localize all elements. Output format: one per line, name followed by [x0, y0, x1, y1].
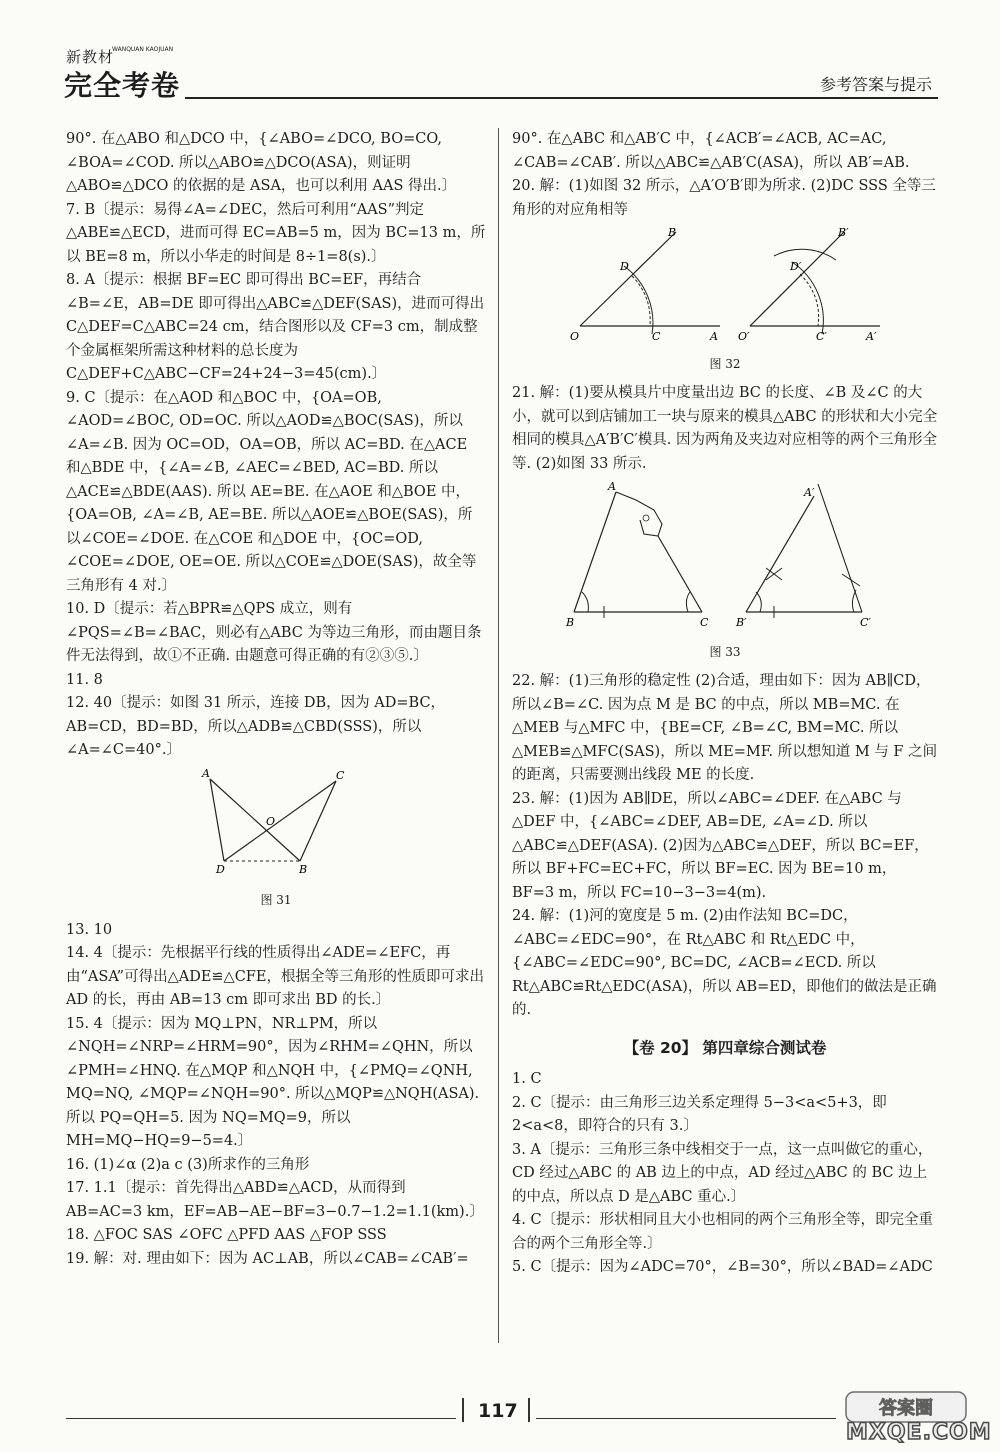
brand-pinyin: WANQUAN KAOJUAN [112, 46, 174, 53]
figure-31-caption: 图 31 [260, 893, 292, 907]
answer-paragraph: 1. C [512, 1071, 542, 1087]
watermark-logo-text: 答案圈 [879, 1398, 933, 1419]
fig32-label-o: O [570, 330, 580, 342]
figure-31 [66, 767, 486, 913]
fig32-label-d: D [620, 260, 629, 273]
header-title: 参考答案与提示 [819, 75, 932, 94]
fig31-label-a: A [202, 766, 210, 780]
answer-paragraph: 5. C〔提示：因为∠ADC=70°，∠B=30°，所以∠BAD=∠ADC [512, 1259, 933, 1275]
fig31-label-c: C [336, 768, 345, 782]
footer-bar-right [528, 1398, 530, 1422]
fig33-label-c-prime: C′ [860, 616, 871, 629]
answer-paragraph: 17. 1.1〔提示：首先得出△ABD≌△ACD，从而得到 AB=AC=3 km，EF=AB−AE−BF=3−0.7−1.2=1.1(km).〕 [66, 1180, 484, 1220]
answer-paragraph: 18. △FOC SAS ∠OFC △PFD AAS △FOP SSS [66, 1227, 387, 1243]
figure-33 [512, 480, 938, 664]
fig31-label-o: O [266, 814, 276, 828]
figure-33-caption: 图 33 [709, 644, 741, 659]
figure-33-diagram [560, 480, 890, 630]
page-number: 117 [478, 1400, 518, 1422]
answer-paragraph: 22. 解：(1)三角形的稳定性 (2)合适，理由如下：因为 AB∥CD，所以∠B=∠C. 因为点 M 是 BC 的中点，所以 MB=MC. 在△MEB 与△MFC 中，{BE=CF, ∠B=∠C, BM=MC. 所以△MEB≌△MFC(SAS)，所以 ME=MF. 所以想知道 M 与 F 之间的距离，只需要测出线段 ME 的长度. [512, 673, 938, 783]
figure-32 [512, 226, 938, 376]
fig33-label-b: B [566, 616, 575, 629]
answer-paragraph: 3. A〔提示：三角形三条中线相交于一点，这一点叫做它的重心，CD 经过△ABC 的 AB 边上的中点，AD 经过△ABC 的 BC 边上的中点，所以点 D 是△ABC 重心.〕 [512, 1141, 933, 1205]
page-header [0, 0, 1000, 110]
fig32-label-a: A [710, 330, 718, 342]
answer-paragraph: 15. 4〔提示：因为 MQ⊥PN，NR⊥PM，所以∠NQH=∠NRP=∠HRM=90°，因为∠RHM=∠QHN，所以∠PMH=∠HNQ. 在△MQP 和△NQH 中，{∠PMQ=∠QNH, MQ=NQ, ∠MQP=∠NQH=90°. 所以△MQP≌△NQH(ASA). 所以 PQ=QH=5. 因为 NQ=MQ=9，所以 MH=MQ−HQ=9−5=4.〕 [66, 1015, 480, 1149]
answer-paragraph: 9. C〔提示：在△AOD 和△BOC 中，{OA=OB, ∠AOD=∠BOC, OD=OC. 所以△AOD≌△BOC(SAS)，所以∠A=∠B. 因为 OC=OD，OA=OB，所以 AC=BD. 在△ACE 和△BDE 中，{∠A=∠B, ∠AEC=∠BED, AC=BD. 所以△ACE≌△BDE(AAS). 所以 AE=BE. 在△AOE 和△BOE 中，{OA=OB, ∠A=∠B, AE=BE. 所以△AOE≌△BOE(SAS)，所以∠COE=∠DOE. 在△COE 和△DOE 中，{OC=OD, ∠COE=∠DOE, OE=OE. 所以△COE≌△DOE(SAS)，故全等三角形有 4 对.〕 [66, 389, 477, 594]
answer-paragraph: 12. 40〔提示：如图 31 所示，连接 DB，因为 AD=BC，AB=CD，BD=BD，所以△ADB≌△CBD(SSS)，所以∠A=∠C=40°.〕 [66, 695, 446, 758]
watermark-text: MXQE.COM [846, 1420, 992, 1445]
answer-paragraph: 16. (1)∠α (2)a c (3)所求作的三角形 [66, 1156, 310, 1173]
left-column [66, 128, 486, 1271]
answer-paragraph: 19. 解：对. 理由如下：因为 AC⊥AB，所以∠CAB=∠CAB′= [66, 1250, 469, 1267]
fig31-label-b: B [299, 862, 308, 876]
answer-paragraph: 20. 解：(1)如图 32 所示，△A′O′B′即为所求. (2)DC SSS 全等三角形的对应角相等 [512, 178, 936, 218]
fig33-label-a: A [608, 480, 616, 493]
fig33-label-b-prime: B′ [736, 616, 747, 629]
answer-paragraph: 21. 解：(1)要从模具片中度量出边 BC 的长度、∠B 及∠C 的大小，就可以到店铺加工一块与原来的模具△ABC 的形状和大小完全相同的模具△A′B′C′模具. 因为两角及夹边对应相等的两个三角形全等. (2)如图 33 所示. [512, 385, 938, 472]
fig32-label-c-prime: C′ [816, 330, 827, 342]
answer-paragraph: 2. C〔提示：由三角形三边关系定理得 5−3<a<5+3，即 2<a<8，即符合的只有 3.〕 [512, 1094, 887, 1134]
figure-32-caption: 图 32 [709, 356, 741, 371]
header-rule [185, 97, 938, 99]
fig33-label-a-prime: A′ [804, 486, 815, 499]
answer-paragraph: 7. B〔提示：易得∠A=∠DEC，然后可利用“AAS”判定△ABE≌△ECD，进而可得 EC=AB=5 m，因为 BC=13 m，所以 BE=8 m，所以小华走的时间是 8÷1=8(s).〕 [66, 201, 486, 265]
brand-logo-text: 完全考卷 [64, 69, 181, 102]
figure-31-diagram [196, 767, 356, 879]
answer-paragraph: 90°. 在△ABC 和△AB′C 中，{∠ACB′=∠ACB, AC=AC, ∠CAB=∠CAB′. 所以△ABC≌△AB′C(ASA)，所以 AB′=AB. [512, 131, 910, 171]
fig32-label-c: C [652, 330, 661, 342]
answer-paragraph: 13. 10 [66, 921, 113, 938]
answer-paragraph: 24. 解：(1)河的宽度是 5 m. (2)由作法知 BC=DC，∠ABC=∠EDC=90°，在 Rt△ABC 和 Rt△EDC 中，{∠ABC=∠EDC=90°, BC=DC, ∠ACB=∠ECD. 所以 Rt△ABC≌Rt△EDC(ASA)，所以 AB=ED，即他们的做法是正确的. [512, 908, 937, 1018]
figure-32-diagram [560, 226, 890, 342]
fig33-label-c: C [700, 616, 709, 629]
answer-paragraph: 4. C〔提示：形状相同且大小也相同的两个三角形全等，即完全重合的两个三角形全等.〕 [512, 1212, 934, 1252]
answer-paragraph: 10. D〔提示：若△BPR≌△QPS 成立，则有∠PQS=∠B=∠BAC，则必有△ABC 为等边三角形，而由题目条件无法得到，故①不正确. 由题意可得正确的有②③⑤.〕 [66, 601, 482, 664]
fig31-label-d: D [216, 862, 225, 876]
answer-paragraph: 11. 8 [66, 671, 103, 688]
column-divider [498, 128, 499, 1343]
footer-rule-right [536, 1418, 836, 1419]
fig32-label-o-prime: O′ [738, 330, 750, 342]
answer-paragraph: 90°. 在△ABO 和△DCO 中，{∠ABO=∠DCO, BO=CO, ∠BOA=∠COD. 所以△ABO≌△DCO(ASA)，则证明△ABO≌△DCO 的依据的是 ASA，也可以利用 AAS 得出.〕 [66, 131, 457, 194]
answer-paragraph: 8. A〔提示：根据 BF=EC 即可得出 BC=EF，再结合∠B=∠E，AB=DE 即可得出△ABC≌△DEF(SAS)，进而可得出 C△DEF=C△ABC=24 cm，结合图形以及 CF=3 cm，制成整个金属框架所需这种材料的总长度为 C△DEF+C△ABC−CF=24+24−3=45(cm).〕 [66, 272, 485, 382]
answer-paragraph: 14. 4〔提示：先根据平行线的性质得出∠ADE=∠EFC，再由“ASA”可得出△ADE≌△CFE，根据全等三角形的性质即可求出 AD 的长，再由 AB=13 cm 即可求出 BD 的长.〕 [66, 945, 484, 1008]
fig32-label-d-prime: D′ [790, 260, 802, 273]
fig32-label-b: B [668, 226, 677, 239]
fig32-label-b-prime: B′ [838, 226, 849, 239]
answer-paragraph: 23. 解：(1)因为 AB∥DE，所以∠ABC=∠DEF. 在△ABC 与△DEF 中，{∠ABC=∠DEF, AB=DE, ∠A=∠D. 所以△ABC≌△DEF(ASA). (2)因为△ABC≌△DEF，所以 BC=EF，所以 BF+FC=EC+FC，所以 BF=EC. 因为 BE=10 m，BF=3 m，所以 FC=10−3−3=4(m). [512, 790, 929, 901]
brand-small-text: 新教材 [66, 48, 115, 66]
right-column [512, 128, 938, 1280]
footer-bar-left [462, 1398, 464, 1422]
footer-rule-left [66, 1418, 456, 1419]
fig32-label-a-prime: A′ [866, 330, 877, 342]
section-title: 【卷 20】 第四章综合测试卷 [623, 1038, 827, 1057]
